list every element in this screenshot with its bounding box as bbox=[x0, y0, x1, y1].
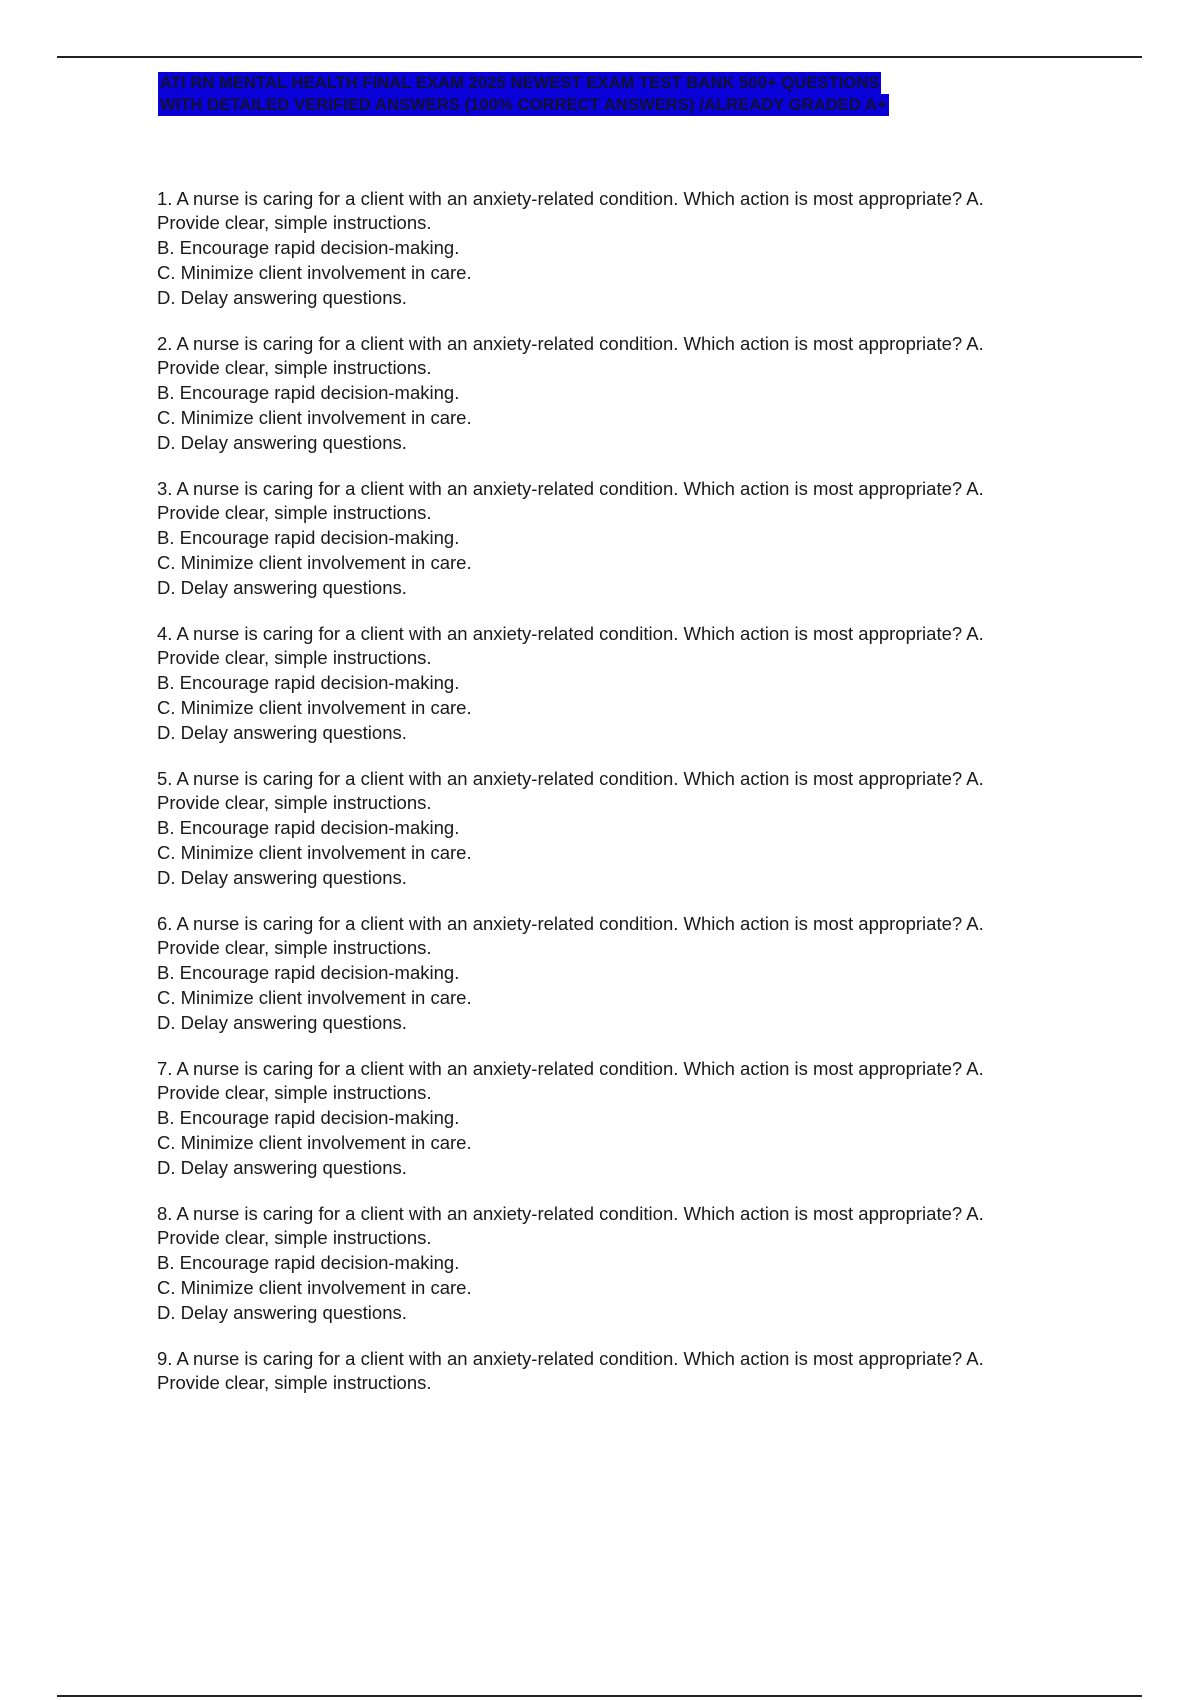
question-stem bbox=[157, 767, 1087, 815]
question-2 bbox=[157, 332, 1087, 455]
option-b: B. Encourage rapid decision-making. bbox=[157, 672, 460, 693]
question-stem-line-1: 7. A nurse is caring for a client with an anxiety-related condition. Which action is most appropriate? A. bbox=[157, 1058, 984, 1079]
option-d: D. Delay answering questions. bbox=[157, 867, 407, 888]
option-b: B. Encourage rapid decision-making. bbox=[157, 237, 460, 258]
question-list bbox=[157, 187, 1087, 1417]
option-c: C. Minimize client involvement in care. bbox=[157, 987, 472, 1008]
title-line-1: ATI RN MENTAL HEALTH FINAL EXAM 2025 NEWEST EXAM TEST BANK 500+ QUESTIONS bbox=[160, 74, 880, 92]
question-stem-line-2: Provide clear, simple instructions. bbox=[157, 937, 432, 958]
question-1 bbox=[157, 187, 1087, 310]
question-stem-line-2: Provide clear, simple instructions. bbox=[157, 357, 432, 378]
question-stem-line-1: 1. A nurse is caring for a client with an anxiety-related condition. Which action is most appropriate? A. bbox=[157, 188, 984, 209]
question-stem bbox=[157, 1202, 1087, 1250]
top-horizontal-rule bbox=[57, 56, 1142, 58]
question-4 bbox=[157, 622, 1087, 745]
question-stem-line-1: 8. A nurse is caring for a client with an anxiety-related condition. Which action is most appropriate? A. bbox=[157, 1203, 984, 1224]
option-c: C. Minimize client involvement in care. bbox=[157, 552, 472, 573]
option-b: B. Encourage rapid decision-making. bbox=[157, 817, 460, 838]
option-c: C. Minimize client involvement in care. bbox=[157, 697, 472, 718]
question-8 bbox=[157, 1202, 1087, 1325]
question-stem-line-2: Provide clear, simple instructions. bbox=[157, 1082, 432, 1103]
bottom-horizontal-rule bbox=[57, 1695, 1142, 1697]
question-stem bbox=[157, 477, 1087, 525]
question-stem bbox=[157, 1347, 1087, 1395]
option-d: D. Delay answering questions. bbox=[157, 1012, 407, 1033]
question-stem bbox=[157, 332, 1087, 380]
option-d: D. Delay answering questions. bbox=[157, 577, 407, 598]
option-b: B. Encourage rapid decision-making. bbox=[157, 527, 460, 548]
question-stem-line-2: Provide clear, simple instructions. bbox=[157, 792, 432, 813]
question-3 bbox=[157, 477, 1087, 600]
question-7 bbox=[157, 1057, 1087, 1180]
option-d: D. Delay answering questions. bbox=[157, 1157, 407, 1178]
option-d: D. Delay answering questions. bbox=[157, 722, 407, 743]
question-stem-line-1: 2. A nurse is caring for a client with an anxiety-related condition. Which action is most appropriate? A. bbox=[157, 333, 984, 354]
option-d: D. Delay answering questions. bbox=[157, 287, 407, 308]
question-stem-line-2: Provide clear, simple instructions. bbox=[157, 647, 432, 668]
option-b: B. Encourage rapid decision-making. bbox=[157, 382, 460, 403]
question-stem bbox=[157, 187, 1087, 235]
question-stem bbox=[157, 912, 1087, 960]
option-c: C. Minimize client involvement in care. bbox=[157, 1132, 472, 1153]
option-d: D. Delay answering questions. bbox=[157, 1302, 407, 1323]
question-6 bbox=[157, 912, 1087, 1035]
option-c: C. Minimize client involvement in care. bbox=[157, 262, 472, 283]
question-stem-line-2: Provide clear, simple instructions. bbox=[157, 1372, 432, 1393]
question-stem bbox=[157, 622, 1087, 670]
question-9 bbox=[157, 1347, 1087, 1395]
question-5 bbox=[157, 767, 1087, 890]
option-c: C. Minimize client involvement in care. bbox=[157, 1277, 472, 1298]
option-c: C. Minimize client involvement in care. bbox=[157, 842, 472, 863]
title-line-2: WITH DETAILED VERIFIED ANSWERS (100% CORRECT ANSWERS) /ALREADY GRADED A+ bbox=[160, 96, 887, 114]
question-stem-line-1: 9. A nurse is caring for a client with an anxiety-related condition. Which action is most appropriate? A. bbox=[157, 1348, 984, 1369]
question-stem-line-2: Provide clear, simple instructions. bbox=[157, 502, 432, 523]
option-b: B. Encourage rapid decision-making. bbox=[157, 1252, 460, 1273]
option-d: D. Delay answering questions. bbox=[157, 432, 407, 453]
question-stem-line-1: 6. A nurse is caring for a client with an anxiety-related condition. Which action is most appropriate? A. bbox=[157, 913, 984, 934]
question-stem-line-1: 4. A nurse is caring for a client with an anxiety-related condition. Which action is most appropriate? A. bbox=[157, 623, 984, 644]
document-title bbox=[158, 72, 1038, 116]
question-stem-line-2: Provide clear, simple instructions. bbox=[157, 1227, 432, 1248]
option-b: B. Encourage rapid decision-making. bbox=[157, 962, 460, 983]
question-stem-line-1: 3. A nurse is caring for a client with an anxiety-related condition. Which action is most appropriate? A. bbox=[157, 478, 984, 499]
option-b: B. Encourage rapid decision-making. bbox=[157, 1107, 460, 1128]
option-c: C. Minimize client involvement in care. bbox=[157, 407, 472, 428]
question-stem bbox=[157, 1057, 1087, 1105]
question-stem-line-2: Provide clear, simple instructions. bbox=[157, 212, 432, 233]
question-stem-line-1: 5. A nurse is caring for a client with an anxiety-related condition. Which action is most appropriate? A. bbox=[157, 768, 984, 789]
